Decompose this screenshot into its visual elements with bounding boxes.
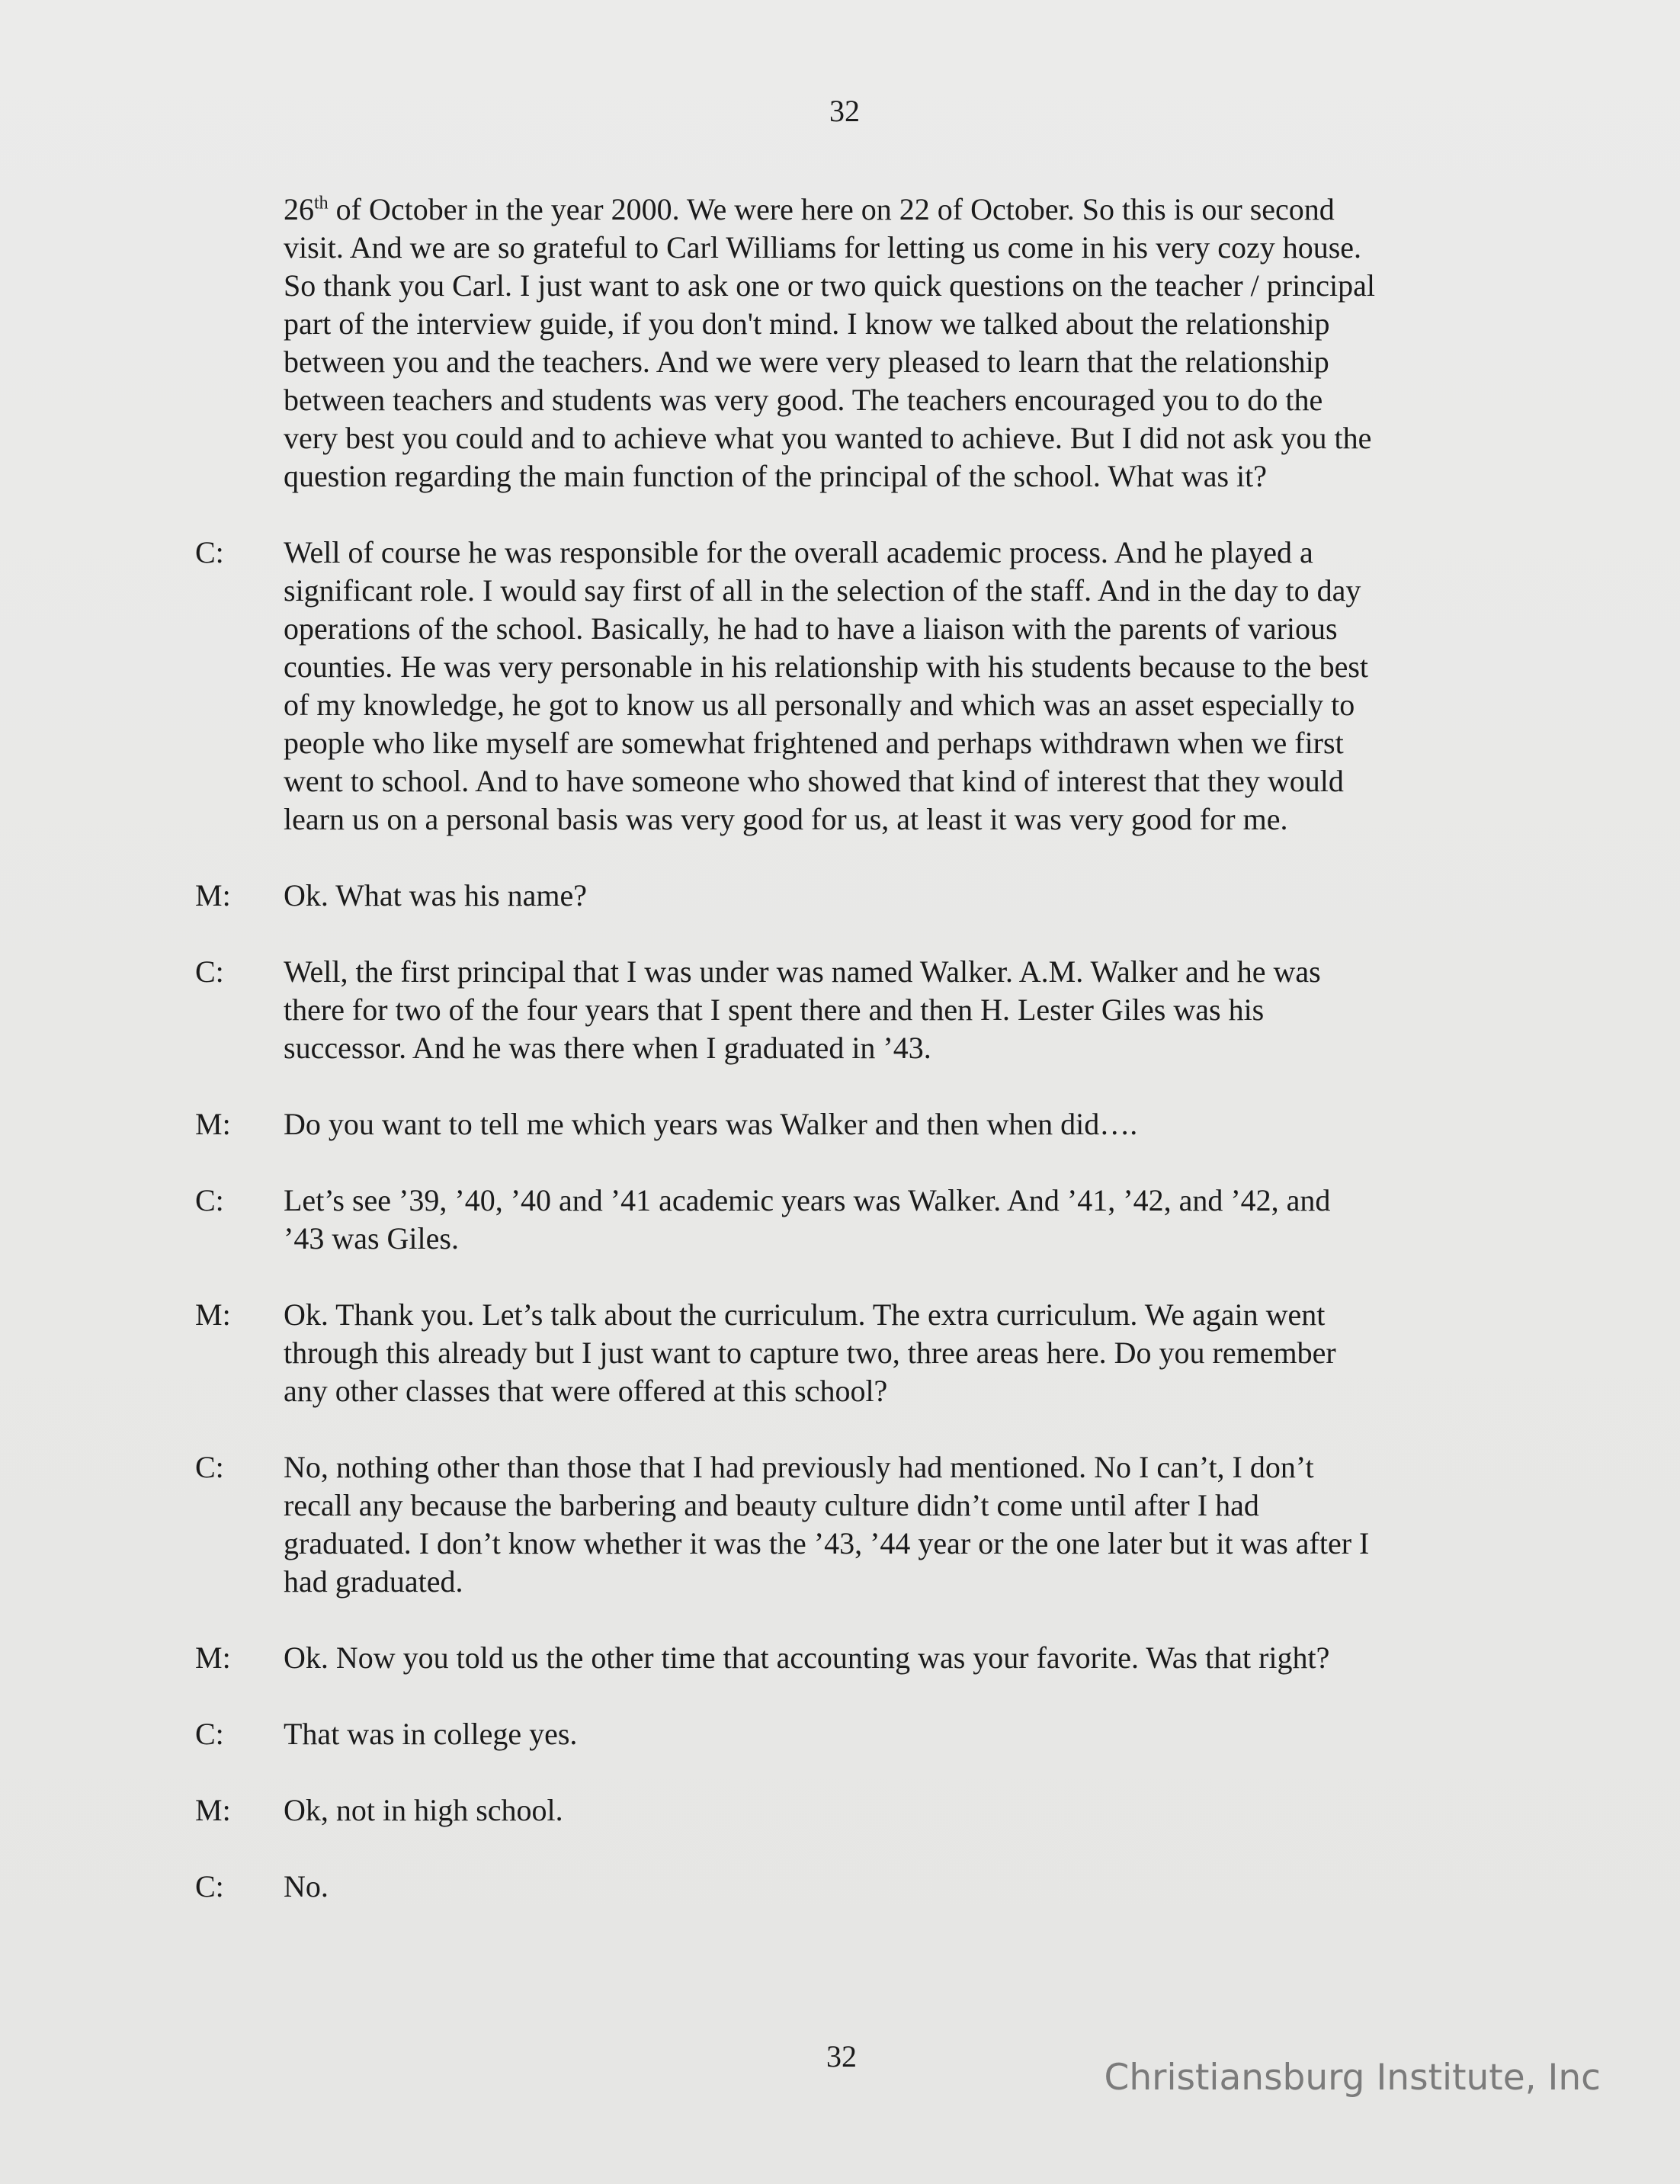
entry-text: Ok. What was his name? [284, 878, 588, 912]
entry-text: That was in college yes. [284, 1717, 578, 1751]
speaker-label: M: [195, 1297, 231, 1332]
watermark-text: Christiansburg Institute, Inc [1104, 2057, 1601, 2099]
speaker-label: M: [195, 878, 231, 912]
entry-text: Ok. Now you told us the other time that accounting was your favorite. Was that right? [284, 1640, 1330, 1675]
page-number-top: 32 [829, 94, 860, 128]
speaker-label: C: [195, 1717, 224, 1751]
intro-day: 26 [284, 192, 314, 226]
entry-text: Well of course he was responsible for the overall academic process. And he played a significant role. I would say first of all in the selection of the staff. And in the day to day operations of the school. Basically, he had to have a liaison with the parents of various counties. He was very personable in his relationship with his students because to the best of my knowledge, he got to know us all personally and which was an asset especially to people who like myself are somewhat frightened and perhaps withdrawn when we first went to school. And to have someone who showed that kind of interest that they would learn us on a personal basis was very good for us, at least it was very good for me. [284, 535, 1369, 836]
entry-text: Let’s see ’39, ’40, ’40 and ’41 academic years was Walker. And ’41, ’42, and ’42, and ’43 was Giles. [284, 1183, 1331, 1256]
intro-ordinal: th [314, 193, 329, 213]
entry-text: Do you want to tell me which years was Walker and then when did…. [284, 1107, 1138, 1141]
page-number-bottom: 32 [826, 2039, 857, 2073]
intro-text: of October in the year 2000. We were here on 22 of October. So this is our second visit. And we are so grateful to Carl Williams for letting us come in his very cozy house. So thank you Carl. I just want to ask one or two quick questions on the teacher / principal part of the interview guide, if you don't mind. I know we talked about the relationship between you and the teachers. And we were very pleased to learn that the relationship between teachers and students was very good. The teachers encouraged you to do the very best you could and to achieve what you wanted to achieve. But I did not ask you the question regarding the main function of the principal of the school. What was it? [284, 192, 1375, 493]
entry-text: No. [284, 1869, 329, 1903]
speaker-label: C: [195, 954, 224, 989]
entry-text: Well, the first principal that I was under was named Walker. A.M. Walker and he was there for two of the four years that I spent there and then H. Lester Giles was his successor. And he was there when I graduated in ’43. [284, 954, 1321, 1065]
speaker-label: C: [195, 1869, 224, 1903]
speaker-label: C: [195, 535, 224, 569]
entry-text: Ok. Thank you. Let’s talk about the curriculum. The extra curriculum. We again went through this already but I just want to capture two, three areas here. Do you remember any other classes that were offered at this school? [284, 1297, 1336, 1408]
entry-text: No, nothing other than those that I had previously had mentioned. No I can’t, I don’t recall any because the barbering and beauty culture didn’t come until after I had graduated. I don’t know whether it was the ’43, ’44 year or the one later but it was after I had graduated. [284, 1450, 1370, 1599]
speaker-label: C: [195, 1183, 224, 1217]
speaker-label: M: [195, 1107, 231, 1141]
intro-paragraph [284, 191, 1488, 495]
speaker-label: C: [195, 1450, 224, 1484]
speaker-label: M: [195, 1793, 231, 1827]
entry-text: Ok, not in high school. [284, 1793, 563, 1827]
speaker-label: M: [195, 1640, 231, 1675]
